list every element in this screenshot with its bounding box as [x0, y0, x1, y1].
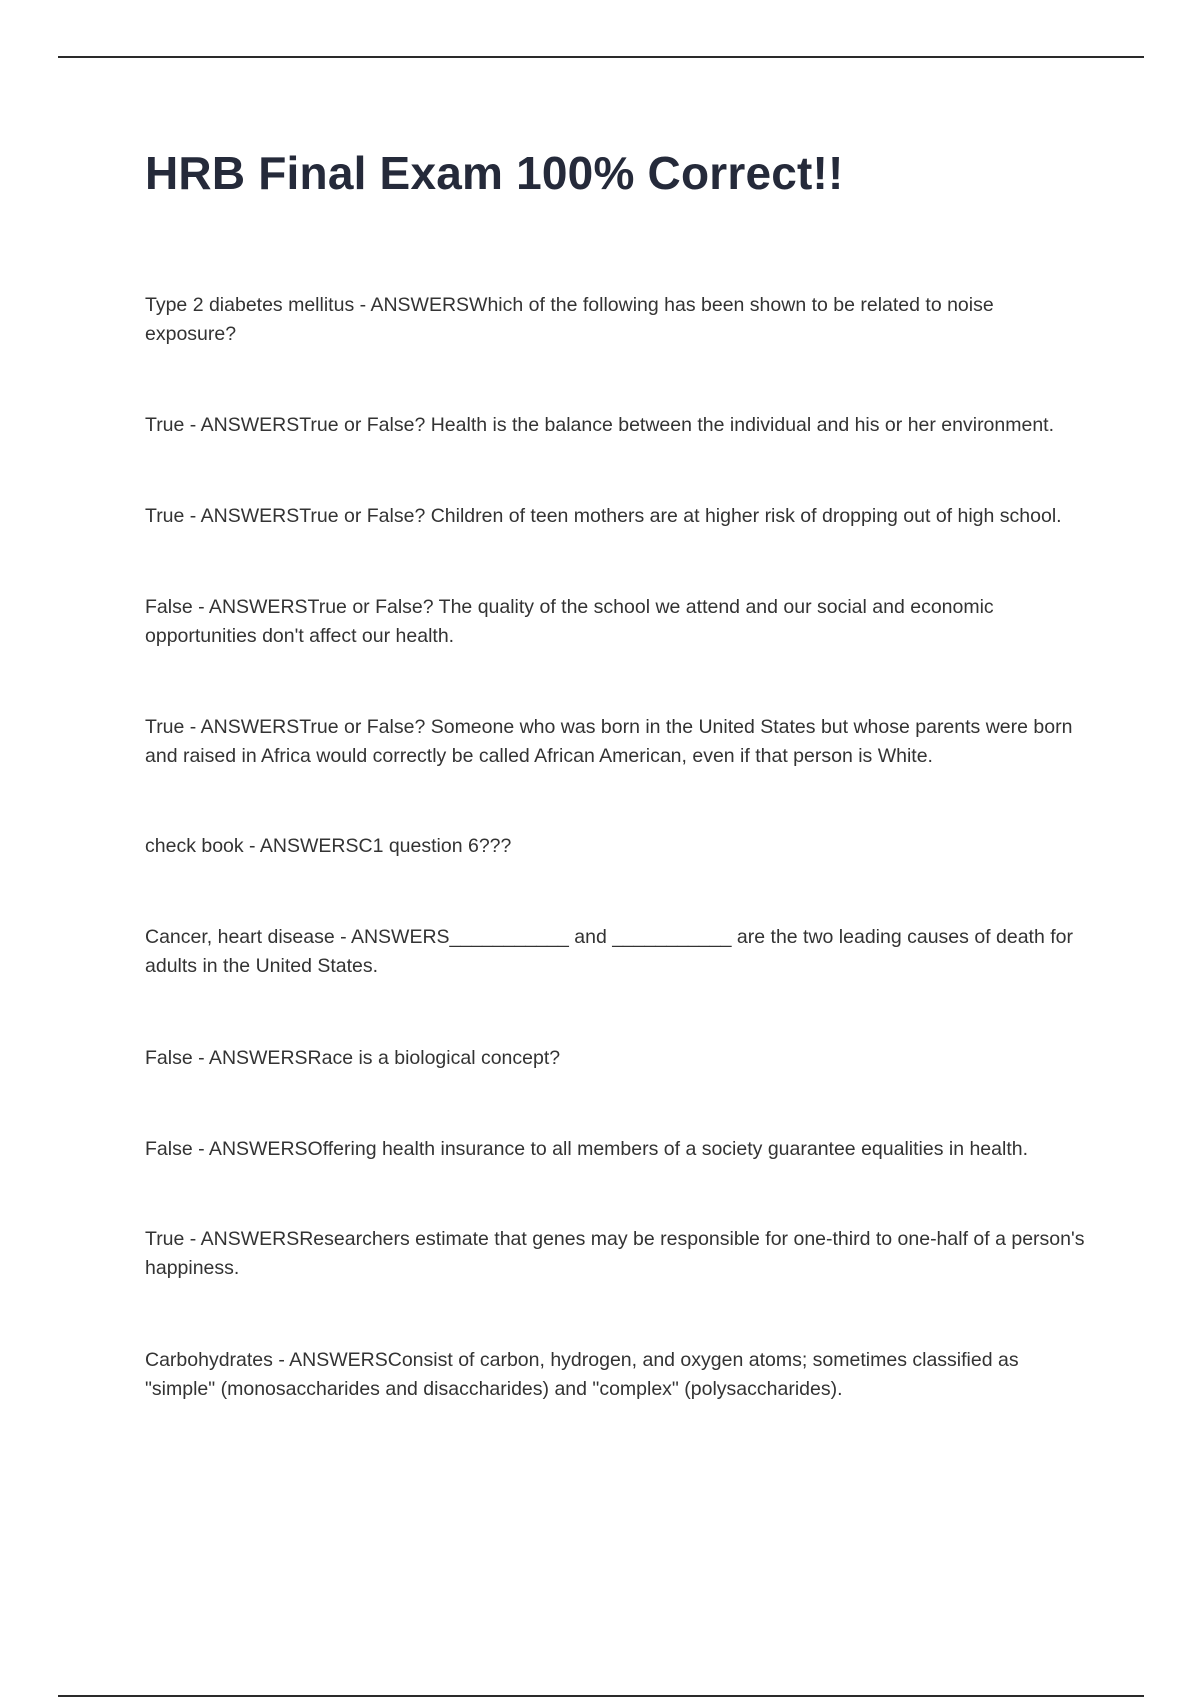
qa-entry: True - ANSWERSTrue or False? Children of teen mothers are at higher risk of dropping out of high school.	[145, 505, 1062, 527]
qa-entry: True - ANSWERSTrue or False? Health is the balance between the individual and his or her environment.	[145, 414, 1055, 436]
qa-entry: Carbohydrates - ANSWERSConsist of carbon, hydrogen, and oxygen atoms; sometimes classified as "simple" (monosaccharides and disaccharides) and "complex" (polysaccharides).	[145, 1349, 1019, 1400]
qa-entry: True - ANSWERSResearchers estimate that genes may be responsible for one-third to one-half of a person's happiness.	[145, 1228, 1085, 1279]
qa-entry: Cancer, heart disease - ANSWERS___________ and ___________ are the two leading causes of death for adults in the United States.	[145, 926, 1073, 977]
qa-entry: False - ANSWERSRace is a biological concept?	[145, 1047, 561, 1069]
bottom-rule	[58, 1695, 1144, 1697]
qa-entry: False - ANSWERSOffering health insurance to all members of a society guarantee equalities in health.	[145, 1138, 1029, 1160]
page-title: HRB Final Exam 100% Correct!!	[145, 147, 844, 199]
qa-entry: Type 2 diabetes mellitus - ANSWERSWhich of the following has been shown to be related to noise exposure?	[145, 294, 994, 345]
qa-entry: False - ANSWERSTrue or False? The quality of the school we attend and our social and economic opportunities don't affect our health.	[145, 596, 994, 647]
qa-entry: True - ANSWERSTrue or False? Someone who was born in the United States but whose parents were born and raised in Africa would correctly be called African American, even if that person is White.	[145, 716, 1073, 767]
qa-entry: check book - ANSWERSC1 question 6???	[145, 835, 512, 857]
top-rule	[58, 56, 1144, 58]
